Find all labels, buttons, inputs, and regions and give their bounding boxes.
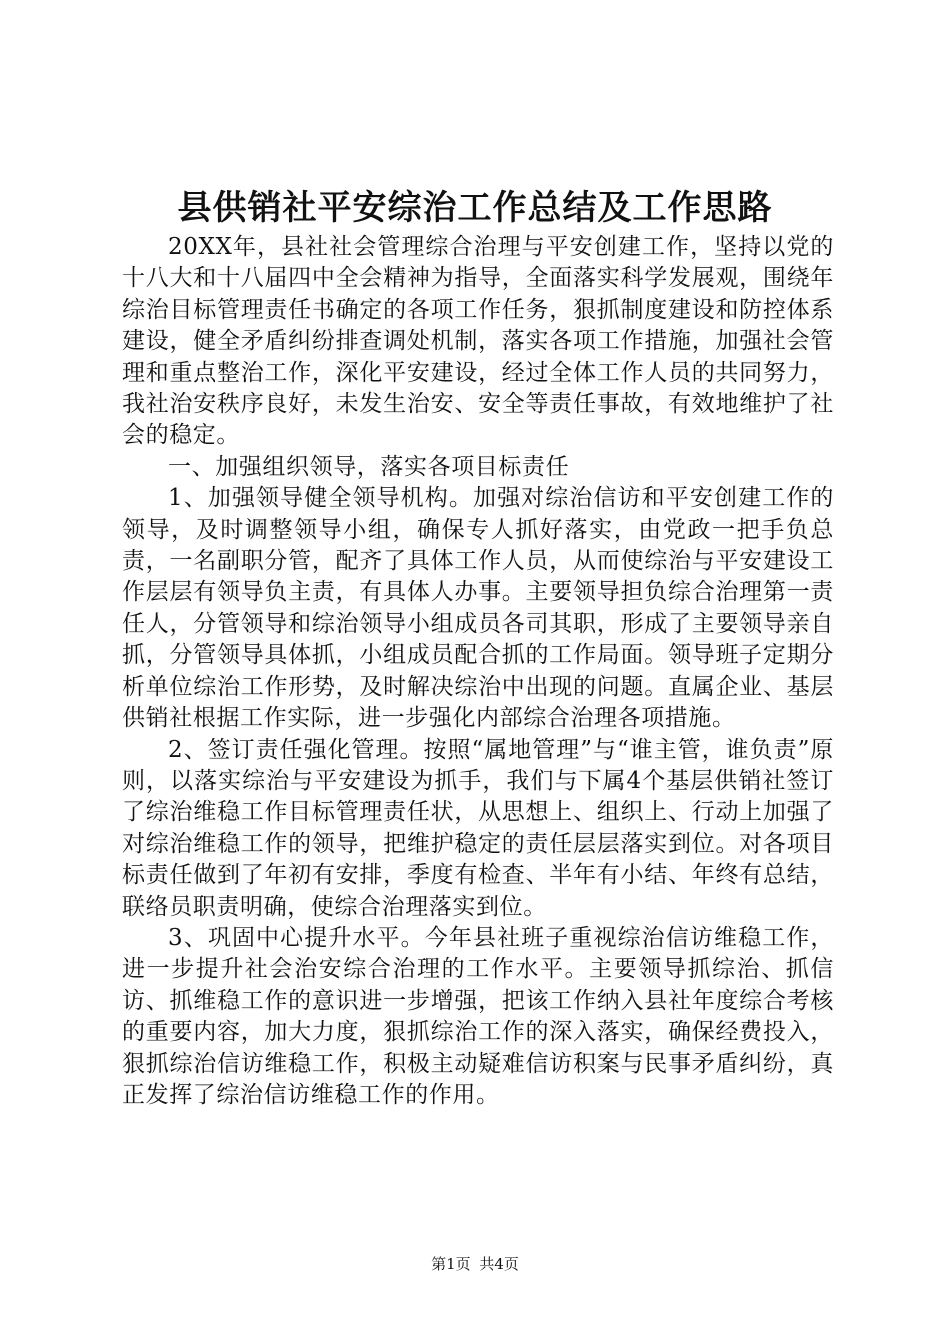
document-body <box>122 232 834 1111</box>
paragraph-item-2: 2、签订责任强化管理。按照“属地管理”与“谁主管，谁负责”原则，以落实综治与平安建设为抓手，我们与下属4个基层供销社签订了综治维稳工作目标管理责任状，从思想上、组织上、行动上加强了对综治维稳工作的领导，把维护稳定的责任层层落实到位。对各项目标责任做到了年初有安排，季度有检查、半年有小结、年终有总结，联络员职责明确，使综合治理落实到位。 <box>122 736 834 920</box>
page-number-total: 共4页 <box>479 1255 519 1273</box>
page-number-current: 第1页 <box>431 1255 471 1273</box>
document-title: 县供销社平安综治工作总结及工作思路 <box>177 188 773 228</box>
paragraph-item-1: 1、加强领导健全领导机构。加强对综治信访和平安创建工作的领导，及时调整领导小组，确保专人抓好落实，由党政一把手负总责，一名副职分管，配齐了具体工作人员，从而使综治与平安建设工作层层有领导负主责，有具体人办事。主要领导担负综合治理第一责任人，分管领导和综治领导小组成员各司其职，形成了主要领导亲自抓，分管领导具体抓，小组成员配合抓的工作局面。领导班子定期分析单位综治工作形势，及时解决综治中出现的问题。直属企业、基层供销社根据工作实际，进一步强化内部综合治理各项措施。 <box>122 485 834 732</box>
page-footer <box>0 1254 950 1274</box>
paragraph-intro: 20XX年，县社社会管理综合治理与平安创建工作，坚持以党的十八大和十八届四中全会精神为指导，全面落实科学发展观，围绕年综治目标管理责任书确定的各项工作任务，狠抓制度建设和防控体系建设，健全矛盾纠纷排查调处机制，落实各项工作措施，加强社会管理和重点整治工作，深化平安建设，经过全体工作人员的共同努力，我社治安秩序良好，未发生治安、安全等责任事故，有效地维护了社会的稳定。 <box>122 234 834 449</box>
paragraph-item-3: 3、巩固中心提升水平。今年县社班子重视综治信访维稳工作，进一步提升社会治安综合治理的工作水平。主要领导抓综治、抓信访、抓维稳工作的意识进一步增强，把该工作纳入县社年度综合考核的重要内容，加大力度，狠抓综治工作的深入落实，确保经费投入，狠抓综治信访维稳工作，积极主动疑难信访积案与民事矛盾纠纷，真正发挥了综治信访维稳工作的作用。 <box>122 924 834 1108</box>
section-heading-1: 一、加强组织领导，落实各项目标责任 <box>168 453 570 480</box>
